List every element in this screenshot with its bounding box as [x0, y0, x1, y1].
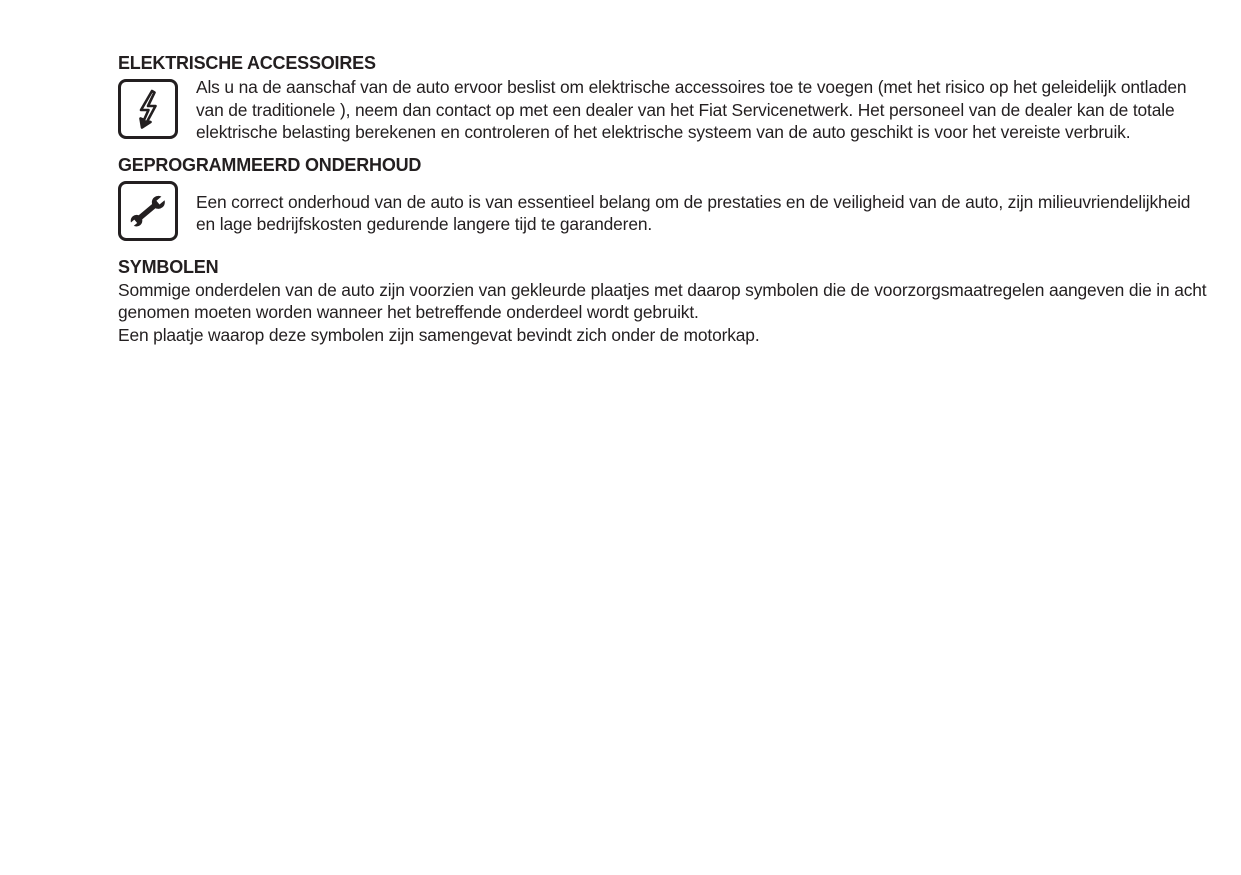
section-body: Een correct onderhoud van de auto is van essentieel belang om de prestaties en de veiligheid van de auto, zijn milieuvriendelijkheid en lage bedrijfskosten gedurende langere tijd te garanderen. — [196, 191, 1191, 234]
section-body — [118, 279, 1208, 347]
section-body: Als u na de aanschaf van de auto ervoor beslist om elektrische accessoires toe te voegen (met het risico op het geleidelijk ontladen van de traditionele ), neem dan contact op met een dealer van het Fiat Servicenetwerk. Het personeel van de dealer kan de totale elektrische belasting berekenen en controleren of het elektrische systeem van de auto geschikt is voor het vereiste verbruik. — [196, 77, 1187, 142]
section-electrical-accessories — [118, 52, 1208, 144]
section-heading: SYMBOLEN — [118, 256, 219, 277]
paragraph: Een plaatje waarop deze symbolen zijn samengevat bevindt zich onder de motorkap. — [118, 324, 760, 345]
section-content — [118, 177, 1208, 241]
paragraph: Sommige onderdelen van de auto zijn voorzien van gekleurde plaatjes met daarop symbolen die de voorzorgsmaatregelen aangeven die in acht genomen moeten worden wanneer het betreffende onderdeel wordt gebruikt. — [118, 279, 1207, 322]
section-scheduled-maintenance — [118, 154, 1208, 241]
document-page — [118, 52, 1208, 346]
section-heading: GEPROGRAMMEERD ONDERHOUD — [118, 154, 422, 175]
section-content — [118, 75, 1208, 144]
section-heading: ELEKTRISCHE ACCESSOIRES — [118, 53, 376, 73]
lightning-bolt-icon — [118, 79, 178, 139]
wrench-icon — [118, 181, 178, 241]
section-symbols — [118, 256, 1208, 347]
